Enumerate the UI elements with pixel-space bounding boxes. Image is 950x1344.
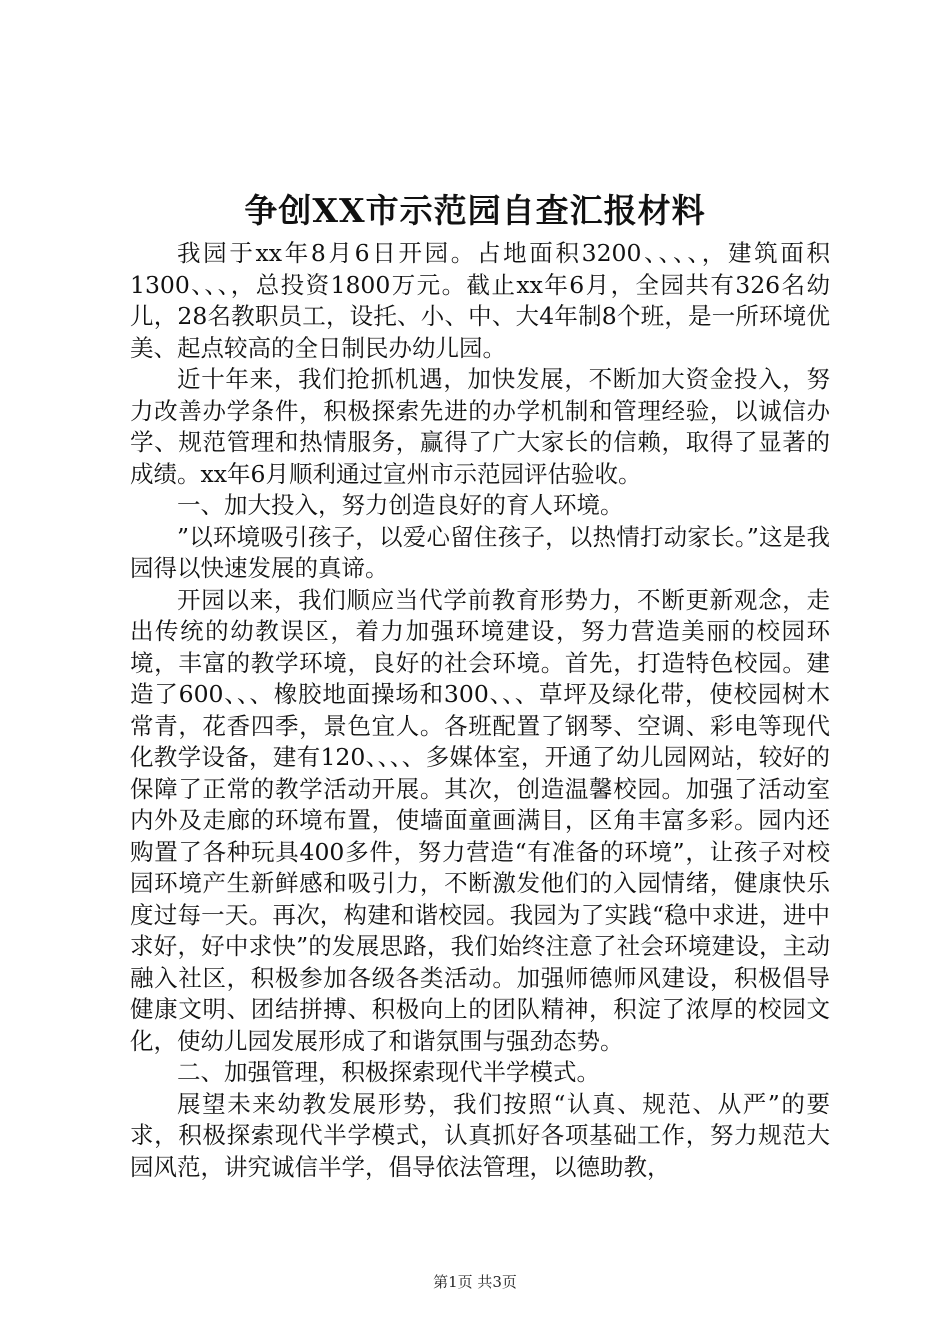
document-title: 争创XX市示范园自查汇报材料 — [244, 191, 706, 230]
section-heading-2: 二、加强管理，积极探索现代半学模式。 — [177, 1058, 600, 1086]
document-body — [130, 238, 830, 1183]
paragraph-management: 展望未来幼教发展形势，我们按照“认真、规范、从严”的要求，积极探索现代半学模式，认真抓好各项基础工作，努力规范大园风范，讲究诚信半学，倡导依法管理，以德助教， — [130, 1089, 830, 1181]
paragraph-intro: 我园于xx年8月6日开园。占地面积3200、、、、，建筑面积1300、、、，总投资1800万元。截止xx年6月，全园共有326名幼儿，28名教职员工，设托、小、中、大4年制8个班，是一所环境优美、起点较高的全日制民办幼儿园。 — [130, 239, 830, 362]
section-heading-1: 一、加大投入，努力创造良好的育人环境。 — [177, 491, 624, 519]
paragraph-motto: ”以环境吸引孩子，以爱心留住孩子，以热情打动家长。”这是我园得以快速发展的真谛。 — [130, 522, 830, 582]
paragraph-decade: 近十年来，我们抢抓机遇，加快发展，不断加大资金投入，努力改善办学条件，积极探索先进的办学机制和管理经验，以诚信办学、规范管理和热情服务，赢得了广大家长的信赖，取得了显著的成绩。xx年6月顺利通过宣州市示范园评估验收。 — [130, 365, 830, 488]
paragraph-environment: 开园以来，我们顺应当代学前教育形势力，不断更新观念，走出传统的幼教误区，着力加强环境建设，努力营造美丽的校园环境，丰富的教学环境，良好的社会环境。首先，打造特色校园。建造了600、、、橡胶地面操场和300、、、草坪及绿化带，使校园树木常青，花香四季，景色宜人。各班配置了钢琴、空调、彩电等现代化教学设备，建有120、、、、多媒体室，开通了幼儿园网站，较好的保障了正常的教学活动开展。其次，创造温馨校园。加强了活动室内外及走廊的环境布置，使墙面童画满目，区角丰富多彩。园内还购置了各种玩具400多件，努力营造“有准备的环境”，让孩子对校园环境产生新鲜感和吸引力，不断激发他们的入园情绪，健康快乐度过每一天。再次，构建和谐校园。我园为了实践“稳中求进，进中求好，好中求快”的发展思路，我们始终注意了社会环境建设，主动融入社区，积极参加各级各类活动。加强师德师风建设，积极倡导健康文明、团结拼搏、积极向上的团队精神，积淀了浓厚的校园文化，使幼儿园发展形成了和谐氛围与强劲态势。 — [130, 585, 830, 1055]
page-number-footer: 第1页 共3页 — [433, 1273, 517, 1291]
